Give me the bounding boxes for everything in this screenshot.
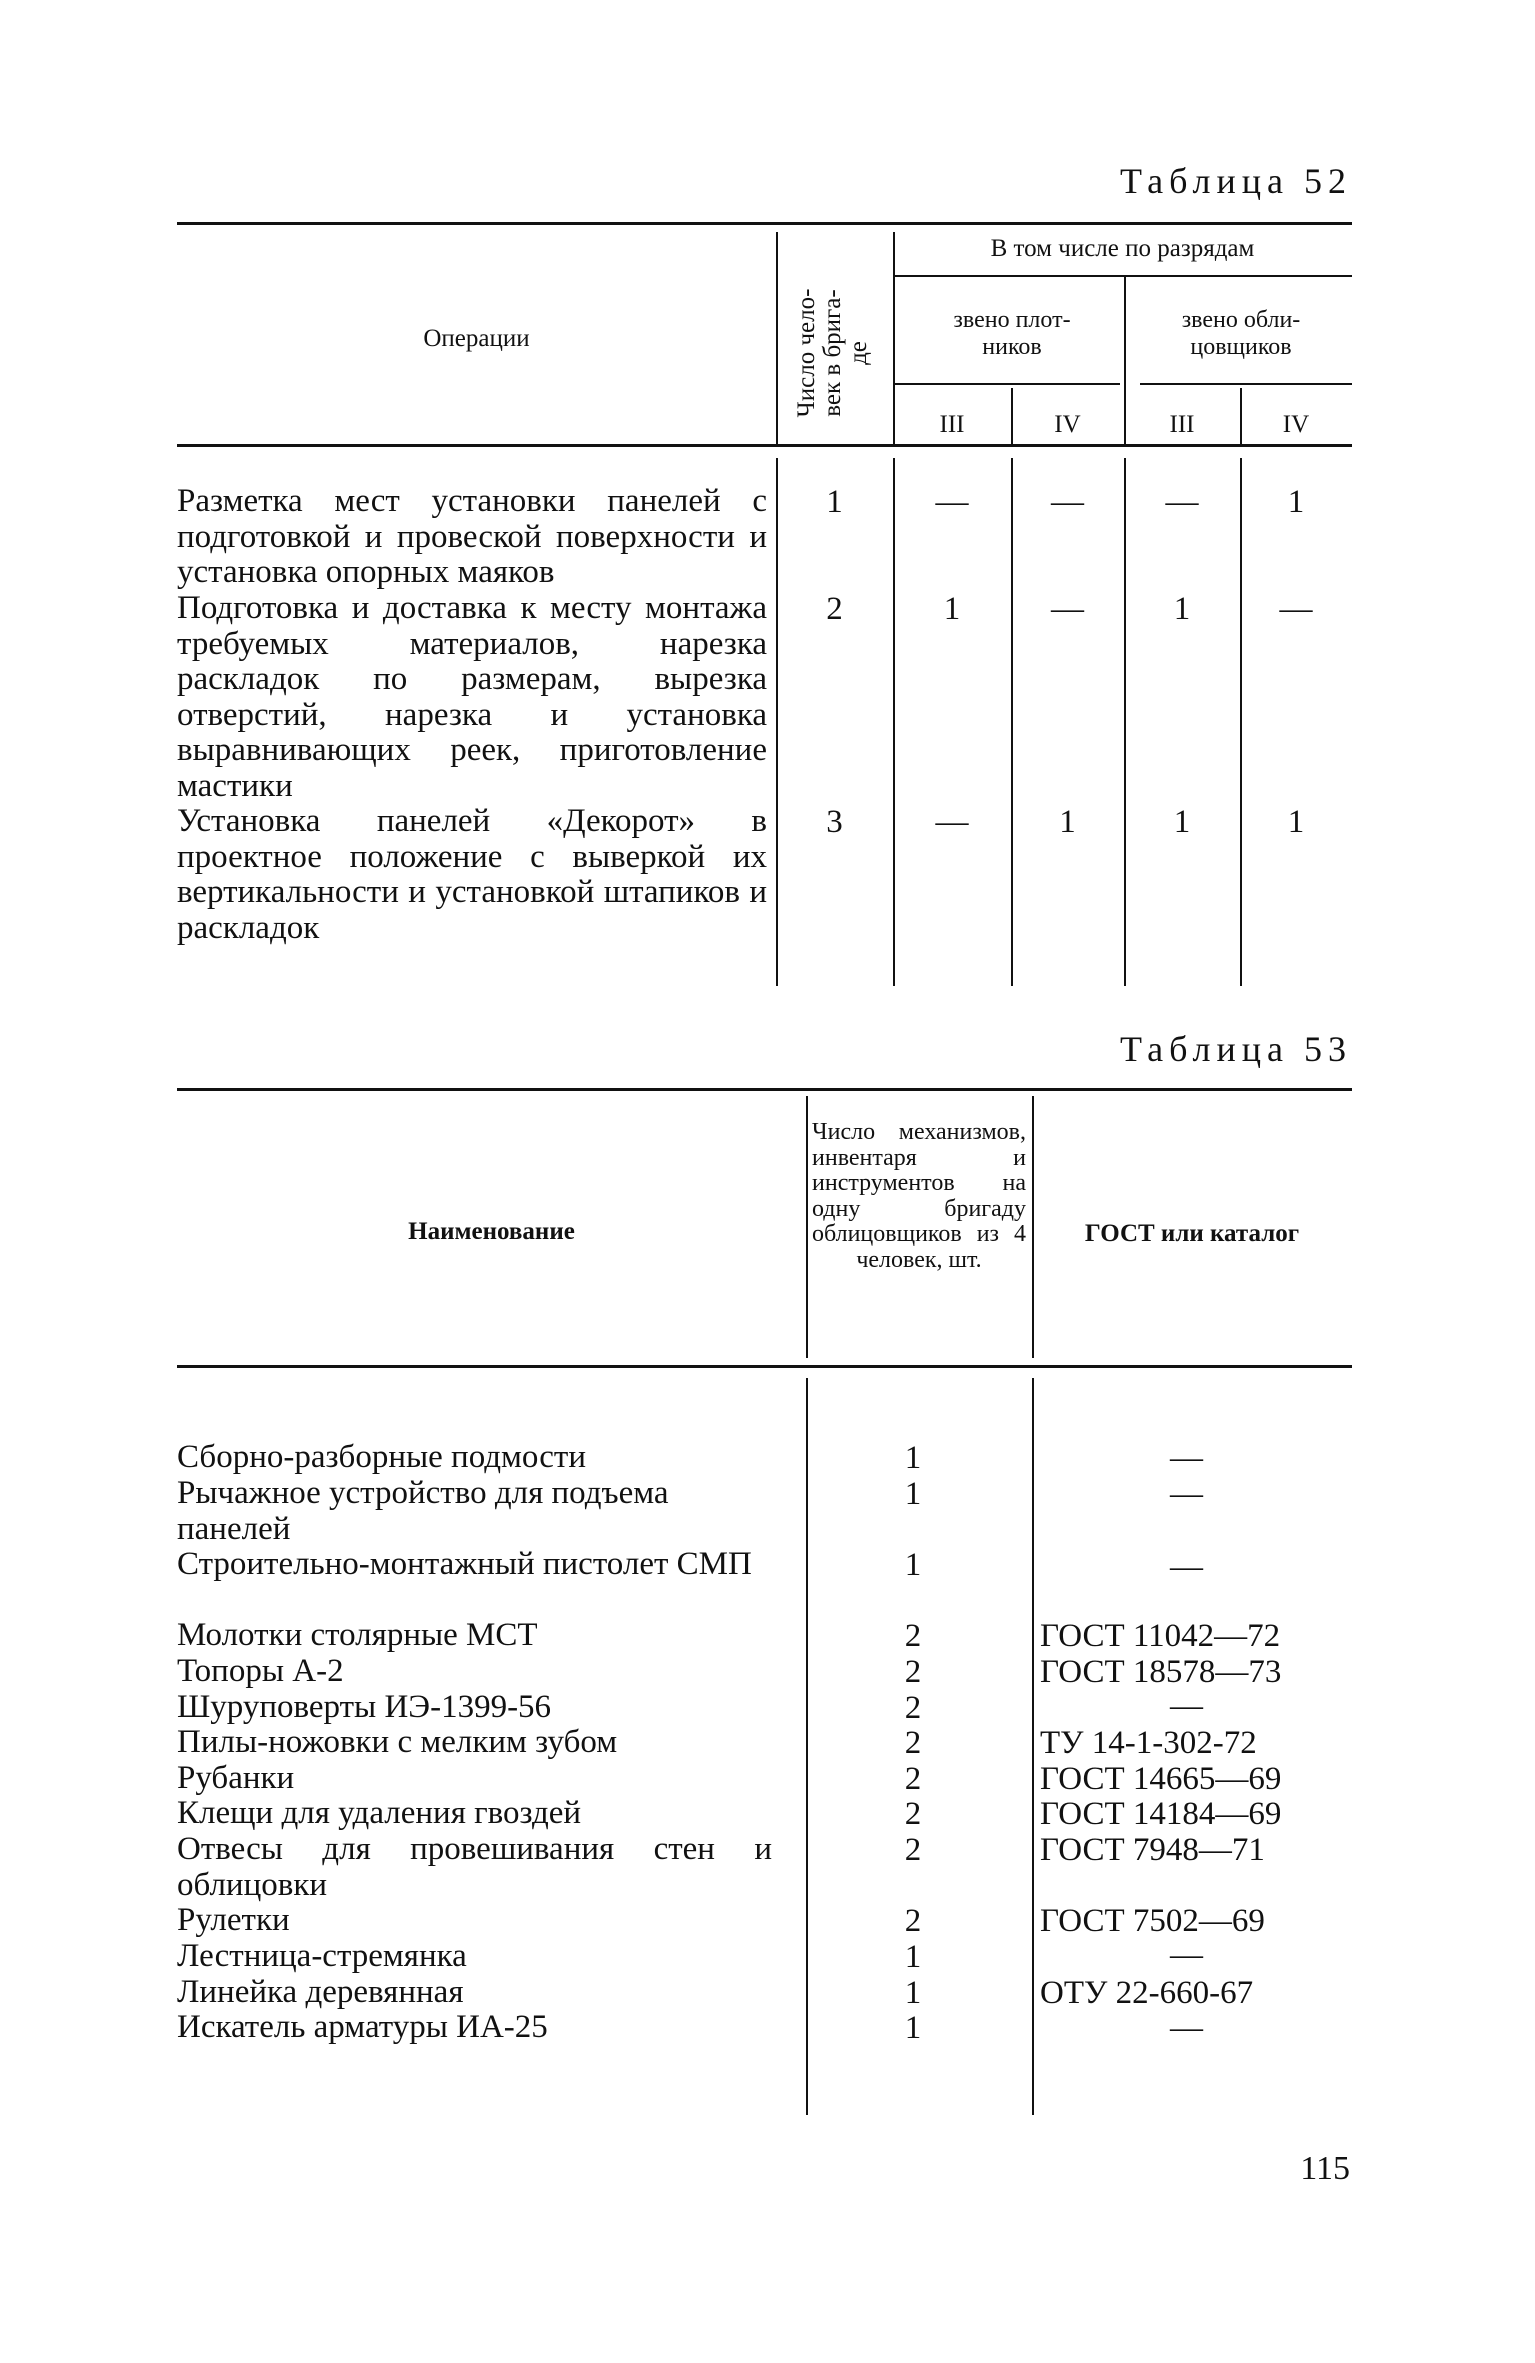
table-53-top-rule (177, 1088, 1352, 1091)
table-row-count: 1 (904, 1440, 922, 1476)
table-row-count: 1 (904, 1547, 922, 1583)
table-row-name: Линейка деревянная (177, 1974, 464, 2010)
table-row-operation: Установка панелей «Декорот» в проектное положение с выверкой их вертикальности и установкой штапиков и раскладок (177, 803, 767, 946)
table-row-name: Молотки столярные МСТ (177, 1617, 538, 1653)
table-row-count: 1 (904, 1975, 922, 2011)
table-row-count: 2 (904, 1725, 922, 1761)
table-row-name: Шуруповерты ИЭ-1399-56 (177, 1689, 552, 1725)
table-row-count: 1 (904, 1939, 922, 1975)
table-row-count: 2 (904, 1654, 922, 1690)
table-52-grade-rule-b (1140, 383, 1352, 385)
table-row-f4: 1 (1287, 804, 1305, 840)
table-row-count: 2 (904, 1832, 922, 1868)
table-row-gost: — (1170, 1549, 1203, 1585)
header-facers: звено обли- цовщиков (1181, 307, 1301, 360)
table-row-count: 2 (904, 1690, 922, 1726)
table-row-gost: ГОСТ 7948—71 (1040, 1832, 1265, 1868)
table-52-col-rule (776, 458, 778, 986)
header-grade-4-facers: IV (1282, 411, 1310, 438)
header-grade-3-facers: III (1169, 411, 1195, 438)
table-row-gost: ТУ 14-1-302-72 (1040, 1725, 1257, 1761)
header-people-count (794, 243, 874, 463)
table-row-count: 2 (904, 1903, 922, 1939)
table-row-f4: 1 (1287, 484, 1305, 520)
table-row-gost: ГОСТ 7502—69 (1040, 1903, 1265, 1939)
table-row-gost: ГОСТ 18578—73 (1040, 1654, 1282, 1690)
table-52-grade-rule-a (893, 383, 1120, 385)
table-53-col-rule (806, 1378, 808, 2115)
table-row-f3: 1 (1173, 591, 1191, 627)
table-row-gost: — (1170, 2010, 1203, 2046)
table-row-gost: ГОСТ 14665—69 (1040, 1761, 1282, 1797)
table-row-count: 1 (904, 2010, 922, 2046)
table-row-gost: — (1170, 1440, 1203, 1476)
table-row-name: Пилы-ножовки с мелким зубом (177, 1724, 618, 1760)
table-52-col-rule (1124, 458, 1126, 986)
table-row-f4: — (1279, 591, 1313, 627)
table-row-c3: 1 (943, 591, 961, 627)
table-row-name: Топоры А-2 (177, 1653, 344, 1689)
header-operations: Операции (423, 325, 530, 352)
table-row-gost: — (1170, 1688, 1203, 1724)
table-52-header-bottom-rule (177, 444, 1352, 447)
table-row-c3: — (935, 484, 969, 520)
header-people-line: век в брига- (819, 289, 846, 417)
table-52-col-rule (1011, 458, 1013, 986)
table-53-header-bottom-rule (177, 1365, 1352, 1368)
table-row-f3: — (1165, 484, 1199, 520)
table-row-operation: Подготовка и доставка к месту монтажа требуемых материалов, нарезка раскладок по размерам, вырезка отверстий, нарезка и установка выравнивающих реек, приготовление мастики (177, 590, 767, 804)
table-52-col-rule (776, 232, 778, 444)
table-row-c3: — (935, 804, 969, 840)
table-row-c4: — (1051, 484, 1084, 520)
table-row-name: Клещи для удаления гвоздей (177, 1795, 582, 1831)
table-row-name: Рычажное устройство для подъема панелей (177, 1475, 669, 1547)
table-row-f3: 1 (1173, 804, 1191, 840)
table-52-subheader-rule (893, 275, 1352, 277)
table-row-name: Отвесы для провешивания стен и облицовки (177, 1831, 772, 1903)
table-row-people: 2 (826, 591, 843, 627)
table-row-c4: — (1051, 591, 1084, 627)
table-53-col-rule (806, 1096, 808, 1358)
table-row-gost: — (1170, 1476, 1203, 1512)
header-grade-3-carpenters: III (939, 411, 965, 438)
table-row-name: Лестница-стремянка (177, 1938, 467, 1974)
page-number: 115 (1300, 2150, 1350, 2187)
table-53-col-rule (1032, 1378, 1034, 2115)
table-row-count: 2 (904, 1796, 922, 1832)
table-row-name: Рубанки (177, 1760, 295, 1796)
table-row-gost: ГОСТ 11042—72 (1040, 1618, 1281, 1654)
table-row-gost: — (1170, 1937, 1203, 1973)
header-name: Наименование (408, 1218, 575, 1245)
header-people-line: де (845, 341, 872, 365)
table-row-operation: Разметка мест установки панелей с подготовкой и провеской поверхности и установка опорных маяков (177, 483, 767, 590)
table-row-name: Строительно-монтажный пистолет СМП (177, 1546, 752, 1582)
table-row-count: 1 (904, 1476, 922, 1512)
table-row-name: Сборно-разборные подмости (177, 1439, 586, 1475)
table-52-col-rule (893, 458, 895, 986)
header-by-grade: В том числе по разрядам (990, 235, 1255, 262)
table-row-c4: 1 (1059, 804, 1076, 840)
table-53-caption: Таблица 53 (1120, 1029, 1352, 1069)
table-52-col-rule (1240, 458, 1242, 986)
table-row-gost: ГОСТ 14184—69 (1040, 1796, 1282, 1832)
table-row-count: 2 (904, 1761, 922, 1797)
header-grade-4-carpenters: IV (1054, 411, 1081, 438)
header-carpenters: звено плот- ников (953, 307, 1071, 360)
header-count: Число механизмов, инвентаря и инструментов на одну бригаду облицовщиков из 4 человек, шт. (812, 1119, 1026, 1273)
table-row-count: 2 (904, 1618, 922, 1654)
table-row-name: Рулетки (177, 1902, 290, 1938)
header-people-line: Число чело- (793, 288, 820, 418)
table-row-people: 1 (826, 484, 843, 520)
table-row-people: 3 (826, 804, 843, 840)
table-row-name: Искатель арматуры ИА-25 (177, 2009, 548, 2045)
header-gost: ГОСТ или каталог (1084, 1220, 1300, 1247)
table-52-top-rule (177, 222, 1352, 225)
table-row-gost: ОТУ 22-660-67 (1040, 1975, 1254, 2011)
table-52-caption: Таблица 52 (1120, 161, 1352, 201)
